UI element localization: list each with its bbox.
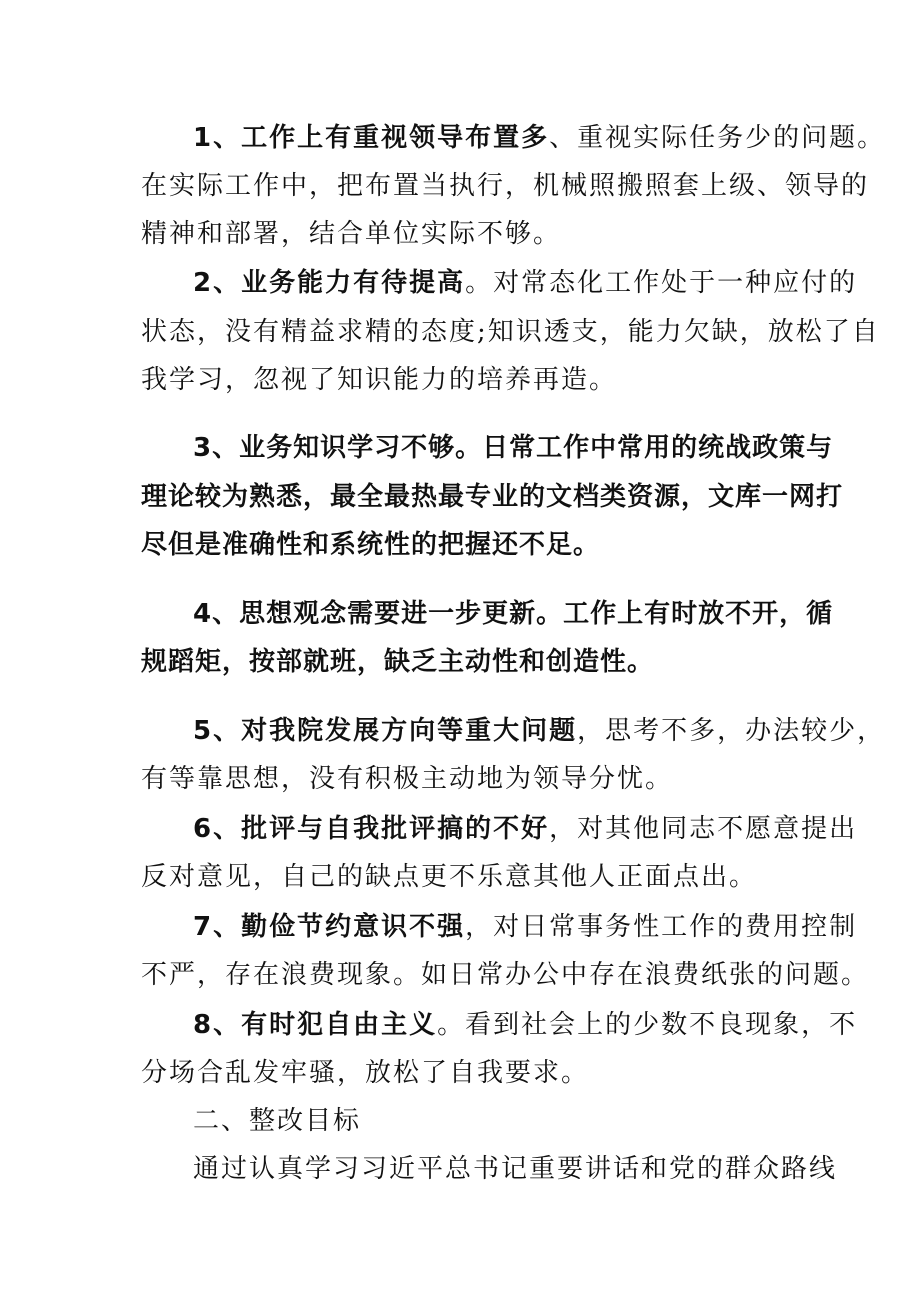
item-1-line-3: 精神和部署，结合单位实际不够。 [141, 219, 562, 249]
item-5-heading: 5、对我院发展方向等重大问题 [193, 716, 578, 746]
item-2-line-3: 我学习，忽视了知识能力的培养再造。 [141, 365, 618, 395]
item-2-line-1 [193, 266, 858, 300]
item-6-line-1 [193, 812, 858, 846]
item-6-heading: 6、批评与自我批评搞的不好 [193, 814, 550, 844]
item-7-heading: 7、勤俭节约意识不强 [193, 912, 466, 942]
item-1-line-1 [193, 121, 886, 155]
item-4-line-2: 规蹈矩，按部就班，缺乏主动性和创造性。 [141, 647, 655, 677]
item-3-line-1: 3、业务知识学习不够。日常工作中常用的统战政策与 [193, 433, 834, 463]
item-5-text: ，思考不多，办法较少， [577, 716, 886, 746]
item-5-line-2: 有等靠思想，没有积极主动地为领导分忧。 [141, 764, 674, 794]
item-1-text: 、重视实际任务少的问题。 [549, 123, 886, 153]
item-7-line-2: 不严，存在浪费现象。如日常办公中存在浪费纸张的问题。 [141, 960, 870, 990]
item-8-heading: 8、有时犯自由主义 [193, 1010, 438, 1040]
item-4-line-1: 4、思想观念需要进一步更新。工作上有时放不开，循 [193, 599, 834, 629]
item-5-line-1 [193, 714, 886, 748]
item-6-text: ，对其他同志不愿意提出 [549, 814, 858, 844]
item-8-text: 。看到社会上的少数不良现象，不 [437, 1010, 858, 1040]
item-3-line-3: 尽但是准确性和系统性的把握还不足。 [141, 530, 601, 560]
item-2-line-2: 状态，没有精益求精的态度;知识透支，能力欠缺，放松了自 [141, 317, 880, 347]
item-3-line-2: 理论较为熟悉，最全最热最专业的文档类资源，文库一网打 [141, 482, 844, 512]
item-2-text: 。对常态化工作处于一种应付的 [465, 268, 858, 298]
item-6-line-2: 反对意见，自己的缺点更不乐意其他人正面点出。 [141, 862, 758, 892]
item-8-line-1 [193, 1008, 858, 1042]
item-1-line-2: 在实际工作中，把布置当执行，机械照搬照套上级、领导的 [141, 171, 870, 201]
section-2-heading: 二、整改目标 [193, 1106, 362, 1136]
item-7-text: ，对日常事务性工作的费用控制 [465, 912, 858, 942]
item-8-line-2: 分场合乱发牢骚，放松了自我要求。 [141, 1058, 590, 1088]
item-2-heading: 2、业务能力有待提高 [193, 268, 466, 298]
item-1-heading: 1、工作上有重视领导布置多 [193, 123, 550, 153]
item-7-line-1 [193, 910, 858, 944]
section-2-line-1: 通过认真学习习近平总书记重要讲话和党的群众路线 [193, 1154, 838, 1184]
